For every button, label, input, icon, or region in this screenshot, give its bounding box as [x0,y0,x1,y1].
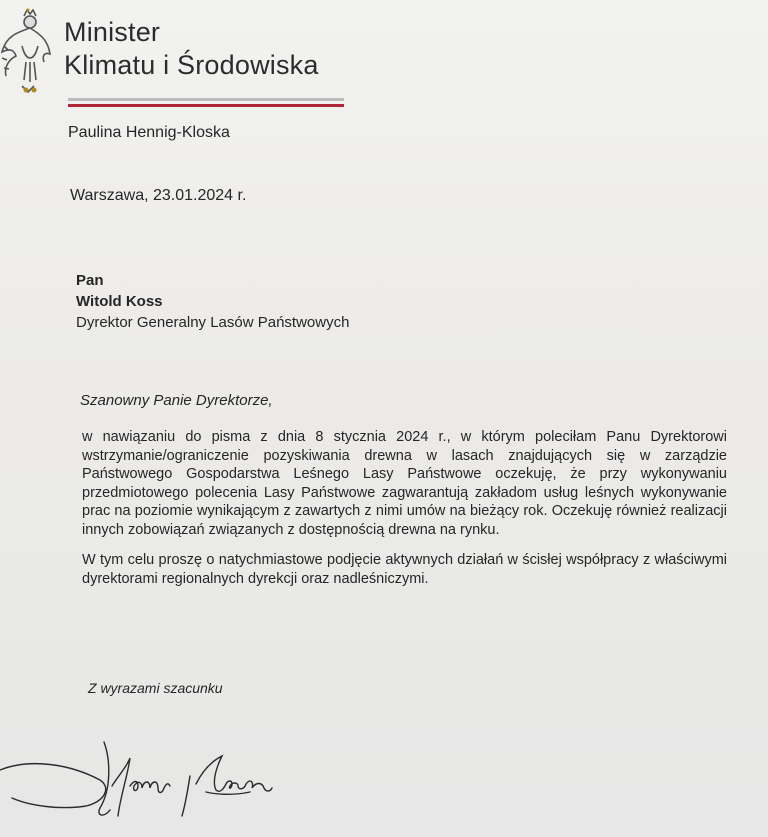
divider-red-stripe [68,104,344,107]
letter-body [82,428,727,600]
recipient-position: Dyrektor Generalny Lasów Państwowych [76,314,350,331]
recipient-block [76,270,349,333]
closing-phrase: Z wyrazami szacunku [88,680,223,696]
letterhead-title [64,16,319,82]
place-and-date: Warszawa, 23.01.2024 r. [70,187,247,204]
letterhead-title-line2: Klimatu i Środowiska [64,50,319,80]
letterhead-divider [68,98,344,108]
author-name: Paulina Hennig-Kloska [68,124,230,141]
body-paragraph-2: W tym celu proszę o natychmiastowe podjęcie aktywnych działań w ścisłej współpracy z właściwymi dyrektorami regionalnych dyrekcji oraz nadleśniczymi. [82,552,727,587]
body-paragraph-1: w nawiązaniu do pisma z dnia 8 stycznia 2024 r., w którym poleciłam Panu Dyrektorowi wstrzymanie/ograniczenie pozyskiwania drewna w lasach znajdujących się w zarządzie Państwowego Gospodarstwa Leśnego Lasy Państwowe oczekuję, że przy wykonywaniu przedmiotowego polecenia Lasy Państwowe zagwarantują zakładom usług leśnych wykonywanie prac na poziomie wynikającym z zawartych z nimi umów na bieżący rok. Oczekuję również realizacji innych zobowiązań związanych z dostępnością drewna na rynku. [82,429,727,538]
handwritten-signature [0,728,340,828]
salutation: Szanowny Panie Dyrektorze, [80,392,273,409]
recipient-honorific: Pan [76,272,104,289]
polish-eagle-emblem-icon [0,6,56,106]
recipient-name: Witold Koss [76,293,163,310]
letterhead-title-line1: Minister [64,17,161,47]
